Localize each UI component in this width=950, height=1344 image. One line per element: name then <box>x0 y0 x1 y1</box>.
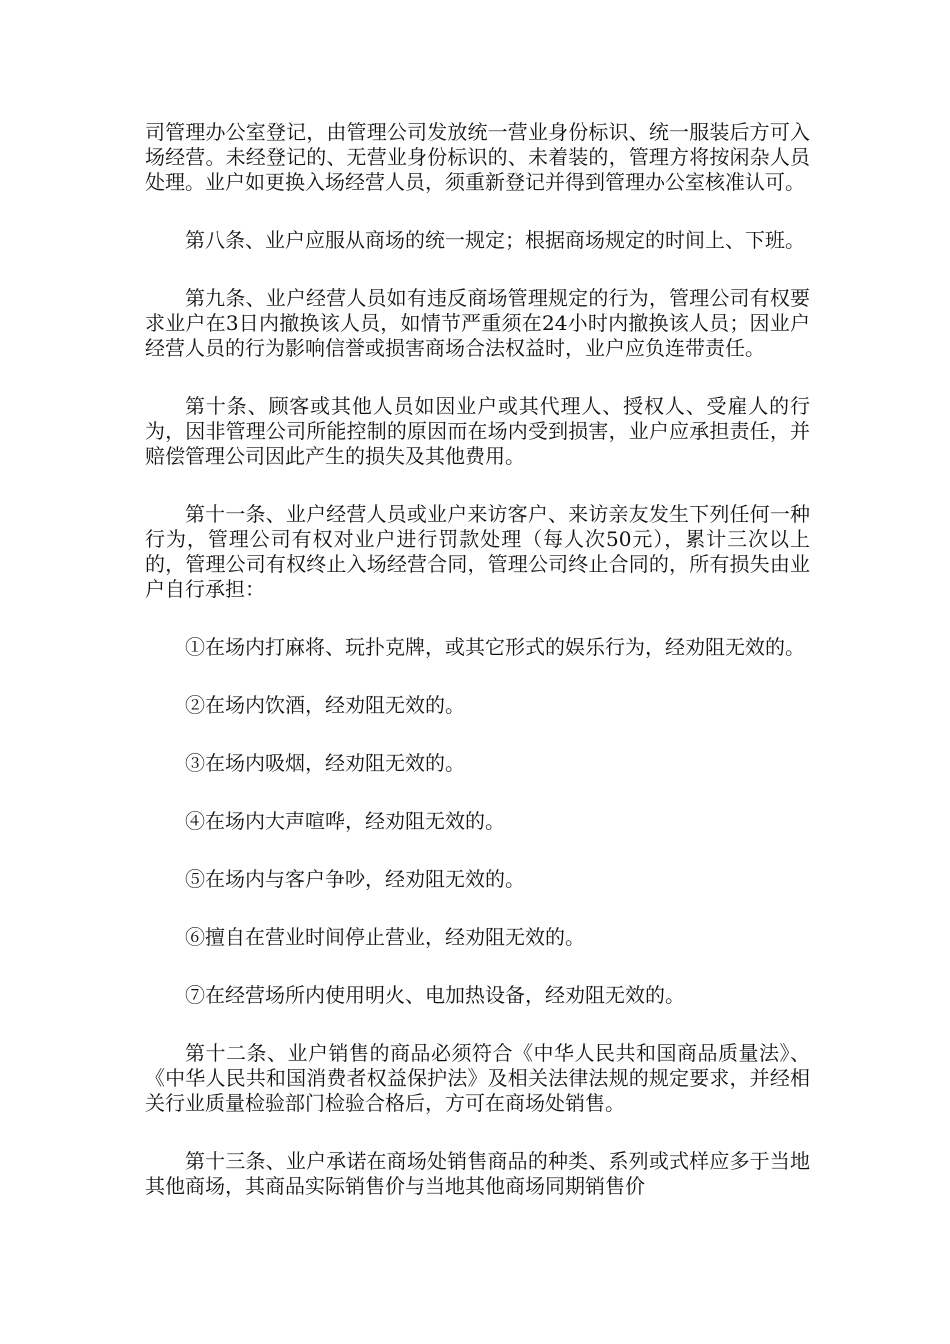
document-body <box>145 120 810 1232</box>
list-item: ①在场内打麻将、玩扑克牌，或其它形式的娱乐行为，经劝阻无效的。 <box>185 635 805 659</box>
list-item: ③在场内吸烟，经劝阻无效的。 <box>185 751 465 775</box>
list-item: ④在场内大声喧哗，经劝阻无效的。 <box>185 809 505 833</box>
list-item: ⑥擅自在营业时间停止营业，经劝阻无效的。 <box>185 925 585 949</box>
list-item: ②在场内饮酒，经劝阻无效的。 <box>185 693 465 717</box>
article-13: 第十三条、业户承诺在商场处销售商品的种类、系列或式样应多于当地其他商场，其商品实际销售价与当地其他商场同期销售价 <box>145 1149 810 1198</box>
article-10: 第十条、顾客或其他人员如因业户或其代理人、授权人、受雇人的行为，因非管理公司所能控制的原因而在场内受到损害，业户应承担责任，并赔偿管理公司因此产生的损失及其他费用。 <box>145 394 810 468</box>
article-8: 第八条、业户应服从商场的统一规定；根据商场规定的时间上、下班。 <box>185 228 805 252</box>
article-11: 第十一条、业户经营人员或业户来访客户、来访亲友发生下列任何一种行为，管理公司有权对业户进行罚款处理（每人次50元），累计三次以上的，管理公司有权终止入场经营合同，管理公司终止合同的，所有损失由业户自行承担： <box>145 502 810 601</box>
list-item: ⑦在经营场所内使用明火、电加热设备，经劝阻无效的。 <box>185 983 685 1007</box>
list-item: ⑤在场内与客户争吵，经劝阻无效的。 <box>185 867 525 891</box>
paragraph-continuation: 司管理办公室登记，由管理公司发放统一营业身份标识、统一服装后方可入场经营。未经登记的、无营业身份标识的、未着装的，管理方将按闲杂人员处理。业户如更换入场经营人员，须重新登记并得到管理办公室核准认可。 <box>145 120 810 194</box>
article-12: 第十二条、业户销售的商品必须符合《中华人民共和国商品质量法》、《中华人民共和国消费者权益保护法》及相关法律法规的规定要求，并经相关行业质量检验部门检验合格后，方可在商场处销售。 <box>145 1041 810 1115</box>
article-9: 第九条、业户经营人员如有违反商场管理规定的行为，管理公司有权要求业户在3日内撤换该人员，如情节严重须在24小时内撤换该人员；因业户经营人员的行为影响信誉或损害商场合法权益时，业户应负连带责任。 <box>145 286 810 360</box>
